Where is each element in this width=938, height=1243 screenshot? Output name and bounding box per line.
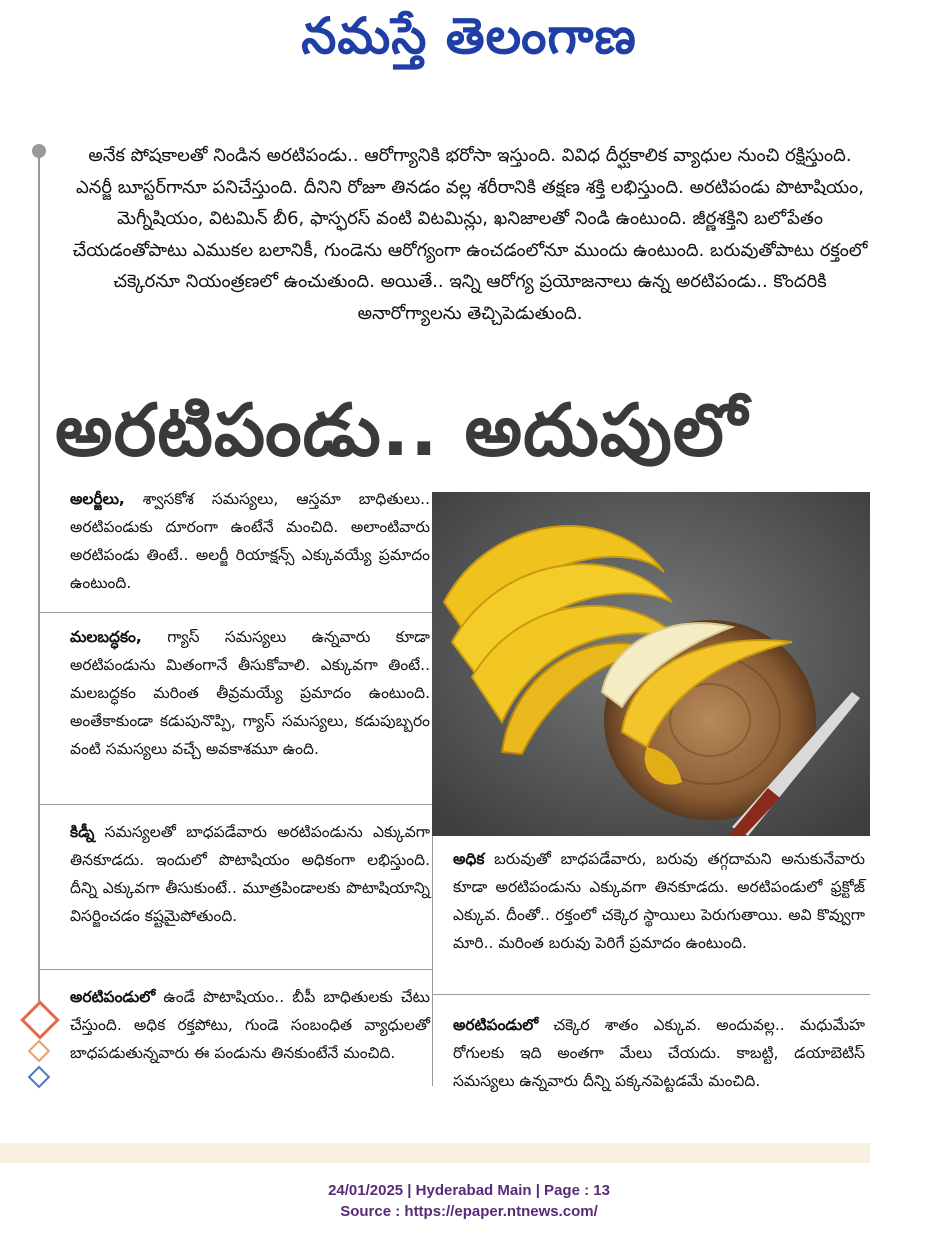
section-sugar-lead: అరటిపండులో [453, 1016, 539, 1034]
section-constipation [70, 623, 430, 763]
section-allergy-lead: అలర్జీలు, [70, 490, 125, 508]
footer-band [0, 1143, 870, 1163]
divider [40, 969, 432, 970]
section-constipation-lead: మలబద్ధకం, [70, 628, 142, 646]
banana-illustration [432, 492, 870, 836]
section-bp-lead: అరటిపండులో [70, 988, 156, 1006]
diamond-icon-peach [28, 1040, 51, 1063]
section-bp-body: ఉండే పొటాషియం.. బీపీ బాధితులకు చేటు చేస్తుంది. అధిక రక్తపోటు, గుండె సంబంధిత వ్యాధులతో బాధపడుతున్నవారు ఈ పండును తినకుంటేనే మంచిది. [70, 988, 430, 1062]
section-weight-lead: అధిక [453, 850, 485, 868]
footer [0, 1180, 938, 1222]
section-constipation-body: గ్యాస్ సమస్యలు ఉన్నవారు కూడా అరటిపండును మితంగానే తీసుకోవాలి. ఎక్కువగా తింటే.. మలబద్ధకం మరింత తీవ్రమయ్యే ప్రమాదం ఉంటుంది. అంతేకాకుండా కడుపునొప్పి, గ్యాస్ సమస్యలు, కడుపుబ్బరం వంటి సమస్యలు వచ్చే అవకాశమూ ఉంది. [70, 628, 430, 758]
section-kidney-lead: కిడ్నీ [70, 823, 95, 841]
section-bp [70, 983, 430, 1067]
banana-photo [432, 492, 870, 836]
diamond-icon-orange [20, 1000, 60, 1040]
masthead-title: నమస్తే తెలంగాణ [301, 6, 637, 65]
divider [432, 994, 870, 995]
section-sugar [453, 1011, 865, 1095]
footer-edition-info: 24/01/2025 | Hyderabad Main | Page : 13 [328, 1182, 610, 1199]
section-allergy [70, 485, 430, 597]
section-kidney-body: సమస్యలతో బాధపడేవారు అరటిపండును ఎక్కువగా తినకూడదు. ఇందులో పొటాషియం అధికంగా లభిస్తుంది. దీన్ని ఎక్కువగా తీసుకుంటే.. మూత్రపిండాలకు పొటాషియాన్ని విసర్జించడం కష్టమైపోతుంది. [70, 823, 430, 925]
diamond-icon-blue [28, 1066, 51, 1089]
section-kidney [70, 818, 430, 930]
section-sugar-body: చక్కెర శాతం ఎక్కువ. అందువల్ల.. మధుమేహ రోగులకు ఇది అంతగా మేలు చేయదు. కాబట్టి, డయాబెటిస్ సమస్యలు ఉన్నవారు దీన్ని పక్కనపెట్టడమే మంచిది. [453, 1016, 865, 1090]
footer-source-link[interactable]: Source : https://epaper.ntnews.com/ [340, 1203, 598, 1220]
section-allergy-body: శ్వాసకోశ సమస్యలు, ఆస్తమా బాధితులు.. అరటిపండుకు దూరంగా ఉంటేనే మంచిది. అలాంటివారు అరటిపండు తింటే.. అలర్జీ రియాక్షన్స్ ఎక్కువయ్యే ప్రమాదం ఉంటుంది. [70, 490, 430, 592]
timeline-line [38, 150, 40, 1022]
divider [40, 804, 432, 805]
section-weight-body: బరువుతో బాధపడేవారు, బరువు తగ్గదామని అనుకునేవారు కూడా అరటిపండును ఎక్కువగా తినకూడదు. అరటిపండులో ఫ్రక్టోజ్ ఎక్కువ. దీంతో.. రక్తంలో చక్కెర స్థాయిలు పెరుగుతాయి. అవి కొవ్వుగా మారి.. మరింత బరువు పెరిగే ప్రమాదం ఉంటుంది. [453, 850, 865, 952]
article-headline: అరటిపండు.. అదుపులో [55, 388, 748, 472]
intro-paragraph: అనేక పోషకాలతో నిండిన అరటిపండు.. ఆరోగ్యానికి భరోసా ఇస్తుంది. వివిధ దీర్ఘకాలిక వ్యాధుల నుంచి రక్షిస్తుంది. ఎనర్జీ బూస్టర్‌గానూ పనిచేస్తుంది. దీనిని రోజూ తినడం వల్ల శరీరానికి తక్షణ శక్తి లభిస్తుంది. అరటిపండు పొటాషియం, మెగ్నీషియం, విటమిన్ బీ6, ఫాస్ఫరస్ వంటి విటమిన్లు, ఖనిజాలతో నిండి ఉంటుంది. జీర్ణశక్తిని బలోపేతం చేయడంతోపాటు ఎముకల బలానికీ, గుండెను ఆరోగ్యంగా ఉంచడంలోనూ ముందు ఉంటుంది. బరువుతోపాటు రక్తంలో చక్కెరనూ నియంత్రణలో ఉంచుతుంది. అయితే.. ఇన్ని ఆరోగ్య ప్రయోజనాలు ఉన్న అరటిపండు.. కొందరికి అనారోగ్యాలను తెచ్చిపెడుతుంది. [72, 145, 868, 324]
divider [40, 612, 432, 613]
column-divider-vertical [432, 836, 433, 1086]
section-weight [453, 845, 865, 957]
